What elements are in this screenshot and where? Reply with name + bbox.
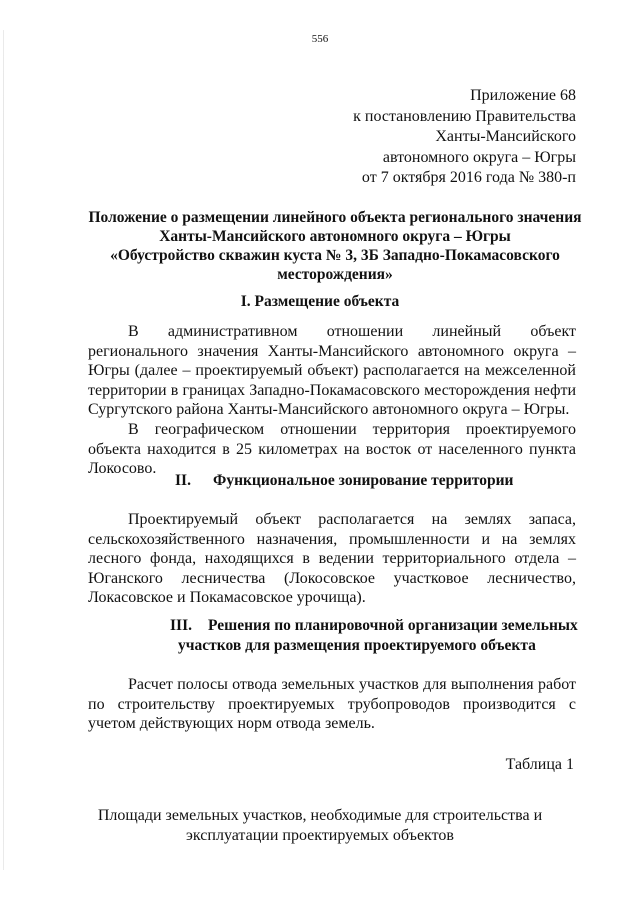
section-1-paragraph-1: [88, 322, 576, 420]
section-2-paragraph-1: [88, 510, 576, 608]
table-label: Таблица 1: [505, 756, 574, 773]
title-line: месторождения»: [277, 266, 393, 283]
section-3-paragraph-1: [88, 675, 576, 734]
appendix-line: Ханты-Мансийского: [435, 128, 576, 145]
title-line: «Обустройство скважин куста № 3, 3Б Западно-Покамасовского: [110, 247, 560, 264]
section-title-line-2: участков для размещения проектируемого объекта: [178, 637, 536, 654]
paragraph-text: Расчет полосы отвода земельных участков для выполнения работ по строительству проектируемых трубопроводов производится с учетом действующих норм отвода земель.: [88, 676, 576, 732]
paragraph-text: В административном отношении линейный объект регионального значения Ханты-Мансийского автономного округа – Югры (далее – проектируемый объект) располагается на межселенной территории в границах Западно-Покамасовского месторождения нефти Сургутского района Ханты-Мансийского автономного округа – Югры.: [88, 323, 576, 418]
appendix-block: [353, 86, 576, 189]
document-title: [60, 208, 610, 284]
appendix-line: к постановлению Правительства: [353, 107, 576, 125]
title-line: Ханты-Мансийского автономного округа – Югры: [159, 228, 511, 245]
section-title-line-1: Решения по планировочной организации земельных: [208, 617, 578, 634]
paragraph-text: Проектируемый объект располагается на землях запаса, сельскохозяйственного назначения, промышленности и на землях лесного фонда, находящихся в ведении территориального отдела – Юганского лесничества (Локосовское участковое лесничество, Локасовское и Покамасовское урочища).: [88, 511, 576, 606]
appendix-line: от 7 октября 2016 года № 380-п: [361, 169, 576, 186]
paragraph-text: В географическом отношении территория проектируемого объекта находится в 25 километрах на восток от населенного пункта Локосово.: [88, 421, 576, 477]
caption-line: Площади земельных участков, необходимые для строительства и: [97, 807, 543, 824]
page-number: 556: [311, 33, 329, 45]
section-title: Функциональное зонирование территории: [213, 472, 514, 489]
section-number: III.: [170, 617, 192, 634]
section-2-heading: [175, 471, 513, 491]
appendix-line: автономного округа – Югры: [382, 148, 576, 166]
section-1-paragraph-2: [88, 420, 576, 479]
table-caption: [0, 806, 640, 846]
scan-margin-line: [3, 30, 4, 870]
appendix-line: Приложение 68: [470, 87, 576, 104]
section-number: II.: [175, 472, 191, 489]
section-1-heading: I. Размещение объекта: [240, 293, 400, 310]
caption-line: эксплуатации проектируемых объектов: [186, 827, 454, 844]
title-line: Положение о размещении линейного объекта регионального значения: [88, 209, 582, 226]
section-3-heading: [170, 616, 590, 656]
